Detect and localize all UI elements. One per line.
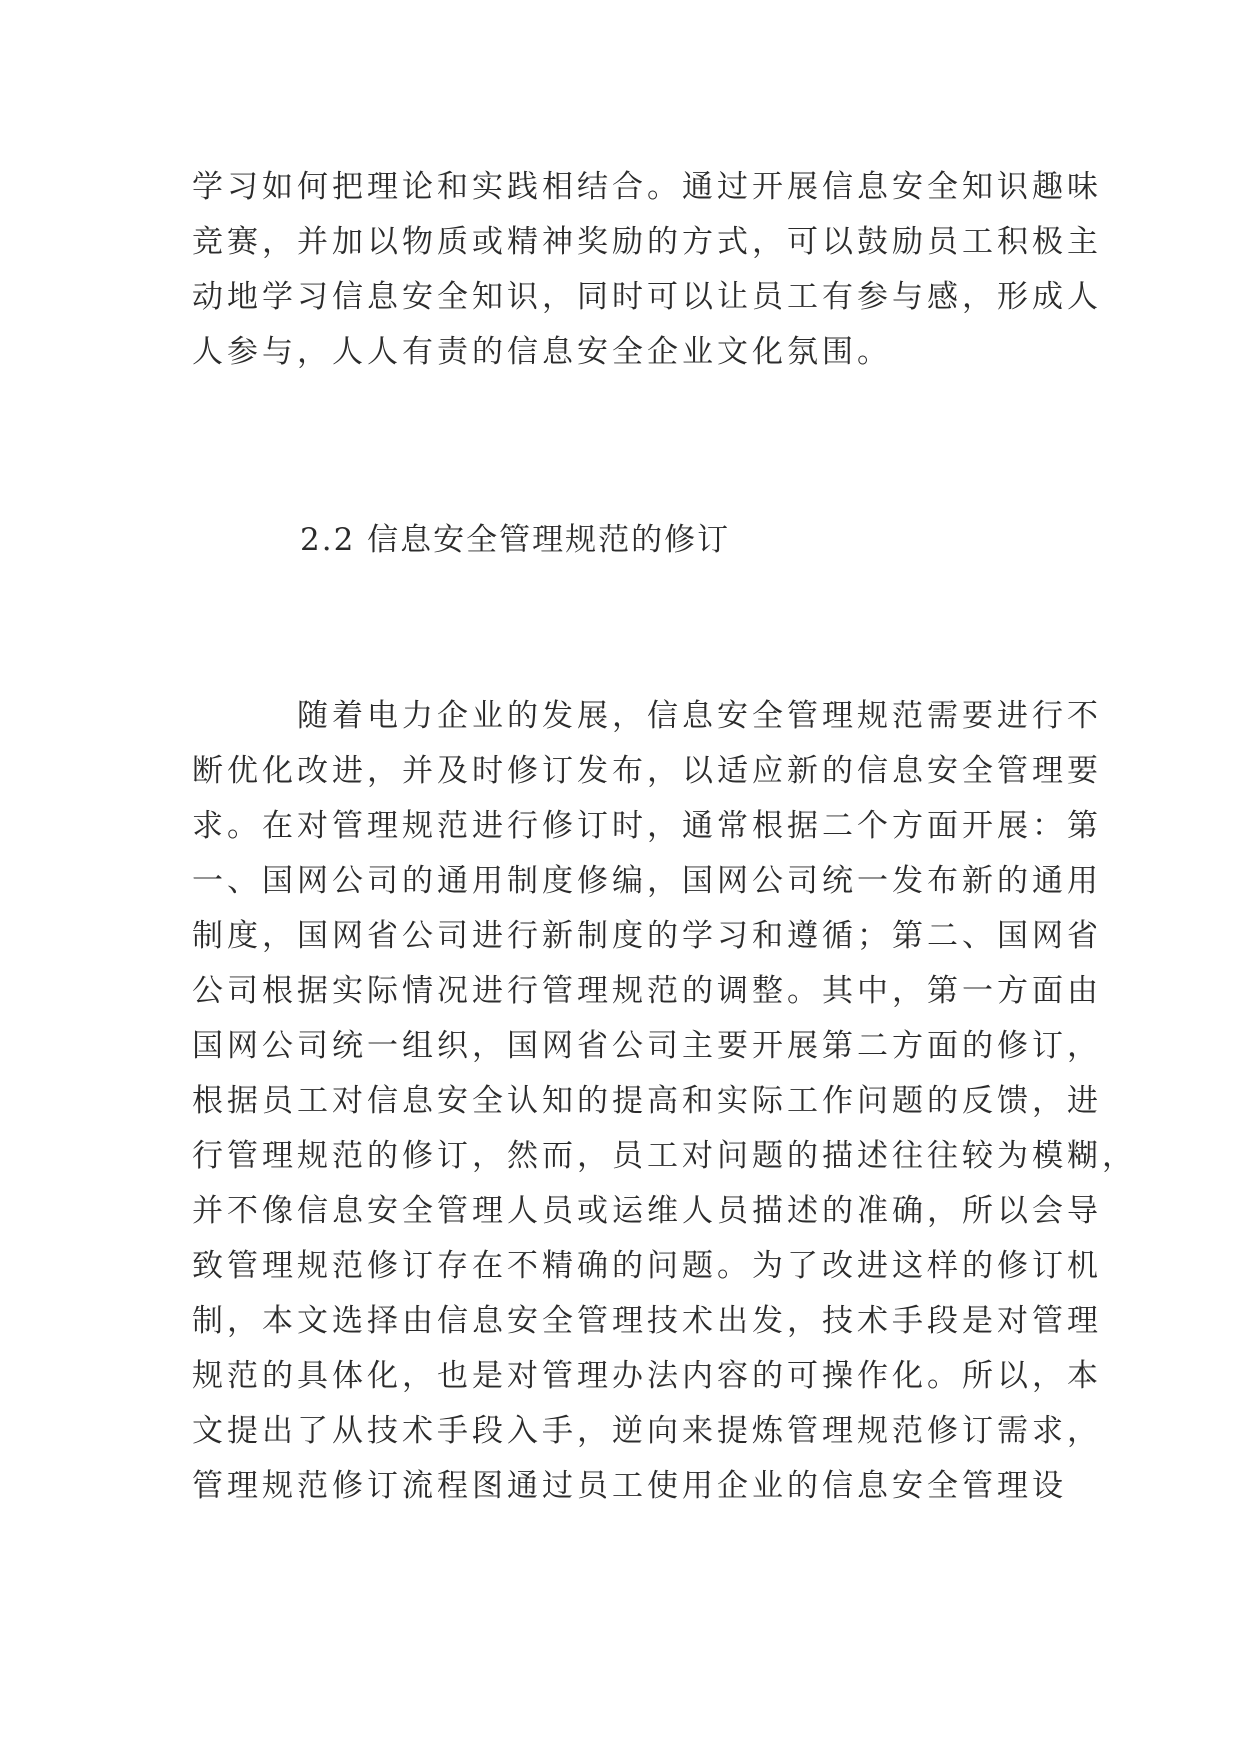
paragraph-line: 制度，国网省公司进行新制度的学习和遵循；第二、国网省 — [192, 918, 1102, 954]
paragraph-line: 竞赛，并加以物质或精神奖励的方式，可以鼓励员工积极主 — [192, 224, 1102, 260]
paragraph-line: 求。在对管理规范进行修订时，通常根据二个方面开展：第 — [192, 808, 1102, 844]
paragraph-line: 并不像信息安全管理人员或运维人员描述的准确，所以会导 — [192, 1193, 1102, 1229]
paragraph-line: 根据员工对信息安全认知的提高和实际工作问题的反馈，进 — [192, 1083, 1102, 1119]
paragraph-line: 一、国网公司的通用制度修编，国网公司统一发布新的通用 — [192, 863, 1102, 899]
paragraph-line: 随着电力企业的发展，信息安全管理规范需要进行不 — [192, 698, 1102, 734]
paragraph-line: 致管理规范修订存在不精确的问题。为了改进这样的修订机 — [192, 1248, 1102, 1284]
section-heading: 2.2 信息安全管理规范的修订 — [300, 522, 731, 558]
paragraph-line: 管理规范修订流程图通过员工使用企业的信息安全管理设 — [192, 1468, 1067, 1504]
paragraph-line: 人参与，人人有责的信息安全企业文化氛围。 — [192, 334, 892, 370]
paragraph-line: 制，本文选择由信息安全管理技术出发，技术手段是对管理 — [192, 1303, 1102, 1339]
paragraph-intro — [192, 160, 1102, 380]
paragraph-line: 学习如何把理论和实践相结合。通过开展信息安全知识趣味 — [192, 169, 1102, 205]
paragraph-line: 动地学习信息安全知识，同时可以让员工有参与感，形成人 — [192, 279, 1102, 315]
paragraph-line: 文提出了从技术手段入手，逆向来提炼管理规范修订需求， — [192, 1413, 1102, 1449]
paragraph-line: 行管理规范的修订，然而，员工对问题的描述往往较为模糊， — [192, 1138, 1137, 1174]
paragraph-revision — [192, 689, 1137, 1514]
paragraph-line: 断优化改进，并及时修订发布，以适应新的信息安全管理要 — [192, 753, 1102, 789]
paragraph-line: 公司根据实际情况进行管理规范的调整。其中，第一方面由 — [192, 973, 1102, 1009]
paragraph-line: 规范的具体化，也是对管理办法内容的可操作化。所以，本 — [192, 1358, 1102, 1394]
paragraph-line: 国网公司统一组织，国网省公司主要开展第二方面的修订， — [192, 1028, 1102, 1064]
